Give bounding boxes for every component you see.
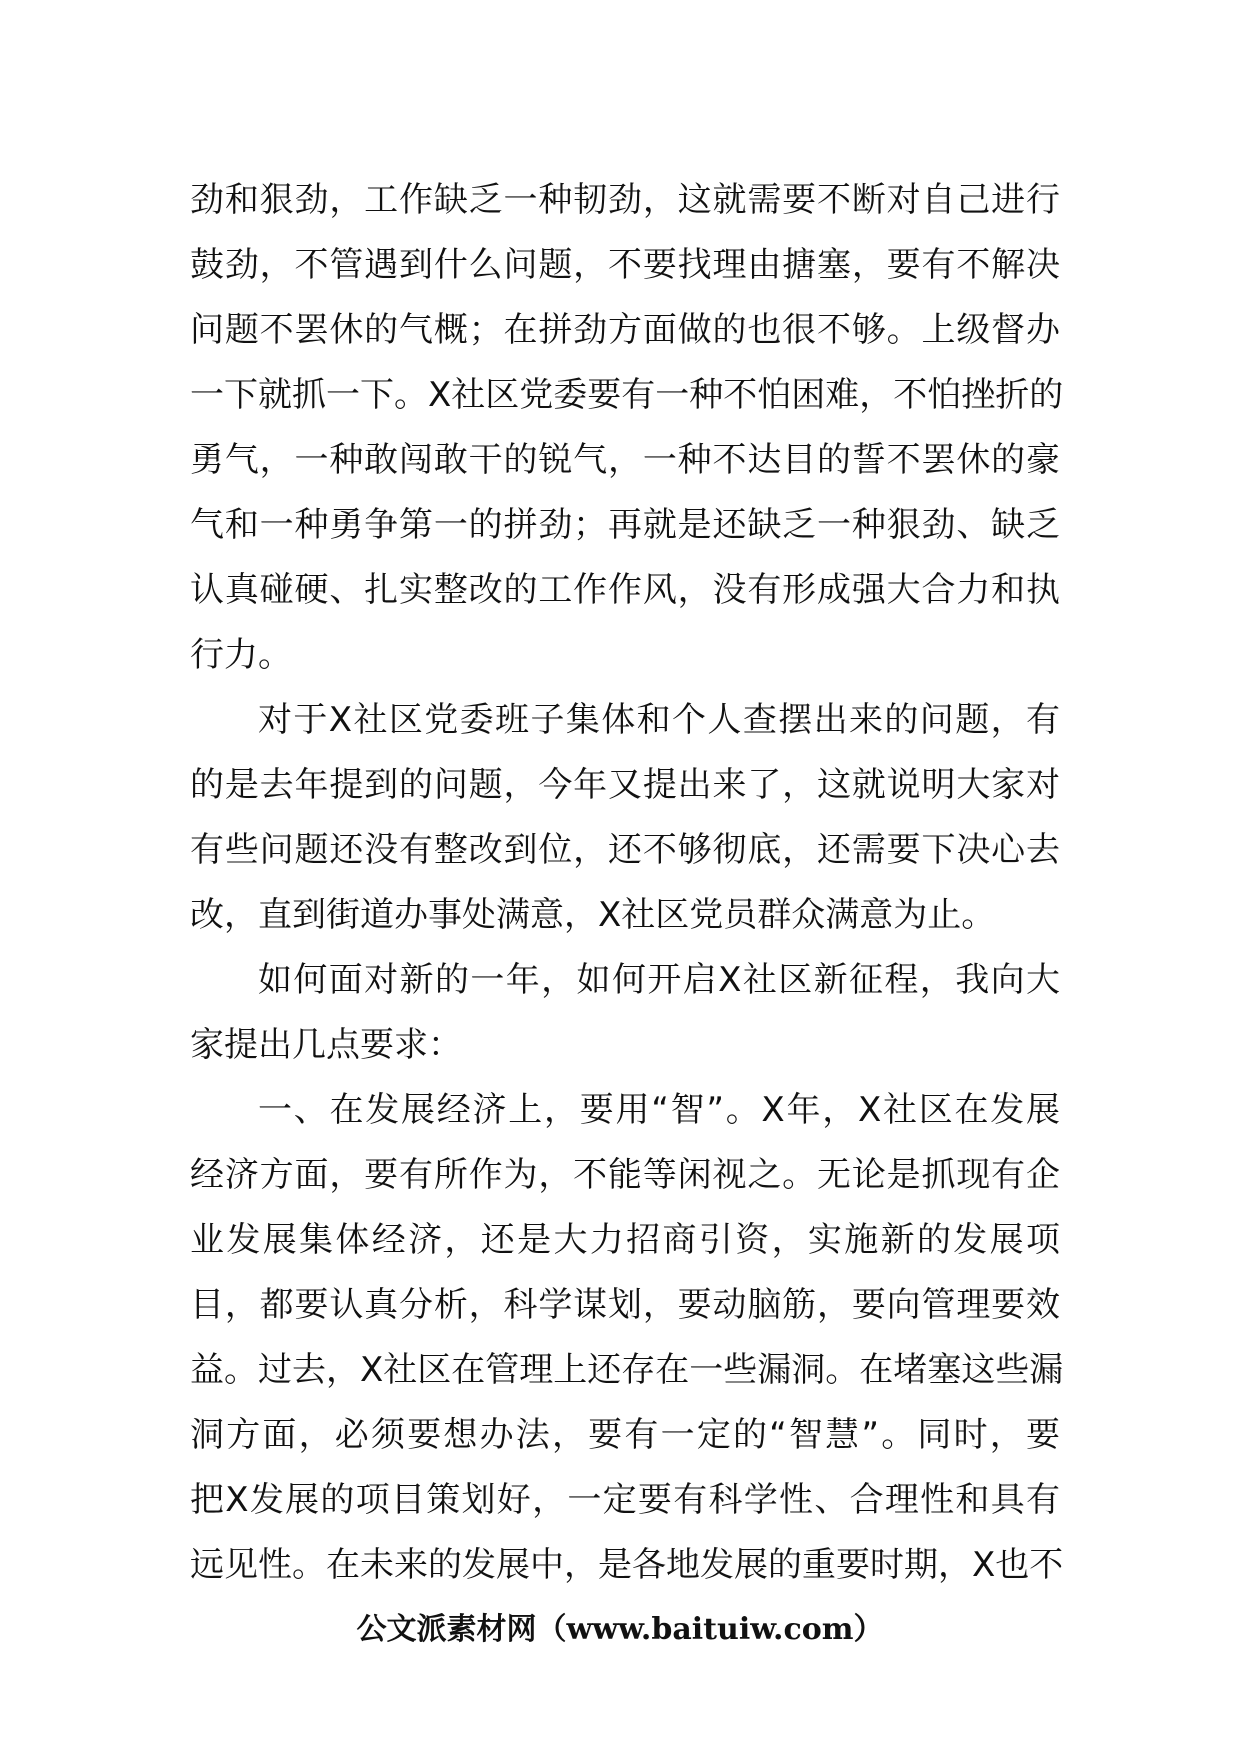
- text-line: 家提出几点要求：: [190, 1025, 462, 1065]
- text-line: 有些问题还没有整改到位，还不够彻底，还需要下决心去: [190, 830, 1060, 870]
- text-line: 一、在发展经济上，要用“智”。X年，X社区在发展: [258, 1090, 1060, 1130]
- text-line: 把X发展的项目策划好，一定要有科学性、合理性和具有: [190, 1480, 1060, 1520]
- text-line: 一下就抓一下。X社区党委要有一种不怕困难，不怕挫折的: [190, 375, 1064, 415]
- text-line: 行力。: [190, 635, 292, 675]
- text-line: 经济方面，要有所作为，不能等闲视之。无论是抓现有企: [190, 1155, 1060, 1195]
- text-line: 如何面对新的一年，如何开启X社区新征程，我向大: [258, 960, 1060, 1000]
- text-line: 远见性。在未来的发展中，是各地发展的重要时期，X也不: [190, 1545, 1064, 1585]
- text-line: 劲和狠劲，工作缺乏一种韧劲，这就需要不断对自己进行: [190, 180, 1060, 220]
- body-text: [190, 168, 1064, 1598]
- text-line: 问题不罢休的气概；在拼劲方面做的也很不够。上级督办: [190, 310, 1060, 350]
- text-line: 益。过去，X社区在管理上还存在一些漏洞。在堵塞这些漏: [190, 1350, 1064, 1390]
- footer-watermark: 公文派素材网（www.baituiw.com）: [356, 1612, 884, 1647]
- text-line: 目，都要认真分析，科学谋划，要动脑筋，要向管理要效: [190, 1285, 1060, 1325]
- text-line: 洞方面，必须要想办法，要有一定的“智慧”。同时，要: [190, 1415, 1060, 1455]
- text-line: 业发展集体经济，还是大力招商引资，实施新的发展项: [190, 1220, 1060, 1260]
- text-line: 认真碰硬、扎实整改的工作作风，没有形成强大合力和执: [190, 570, 1060, 610]
- text-line: 鼓劲，不管遇到什么问题，不要找理由搪塞，要有不解决: [190, 245, 1060, 285]
- text-line: 气和一种勇争第一的拼劲；再就是还缺乏一种狠劲、缺乏: [190, 505, 1060, 545]
- text-line: 对于X社区党委班子集体和个人查摆出来的问题，有: [258, 700, 1060, 740]
- text-line: 勇气，一种敢闯敢干的锐气，一种不达目的誓不罢休的豪: [190, 440, 1060, 480]
- text-line: 改，直到街道办事处满意，X社区党员群众满意为止。: [190, 895, 996, 935]
- text-line: 的是去年提到的问题，今年又提出来了，这就说明大家对: [190, 765, 1060, 805]
